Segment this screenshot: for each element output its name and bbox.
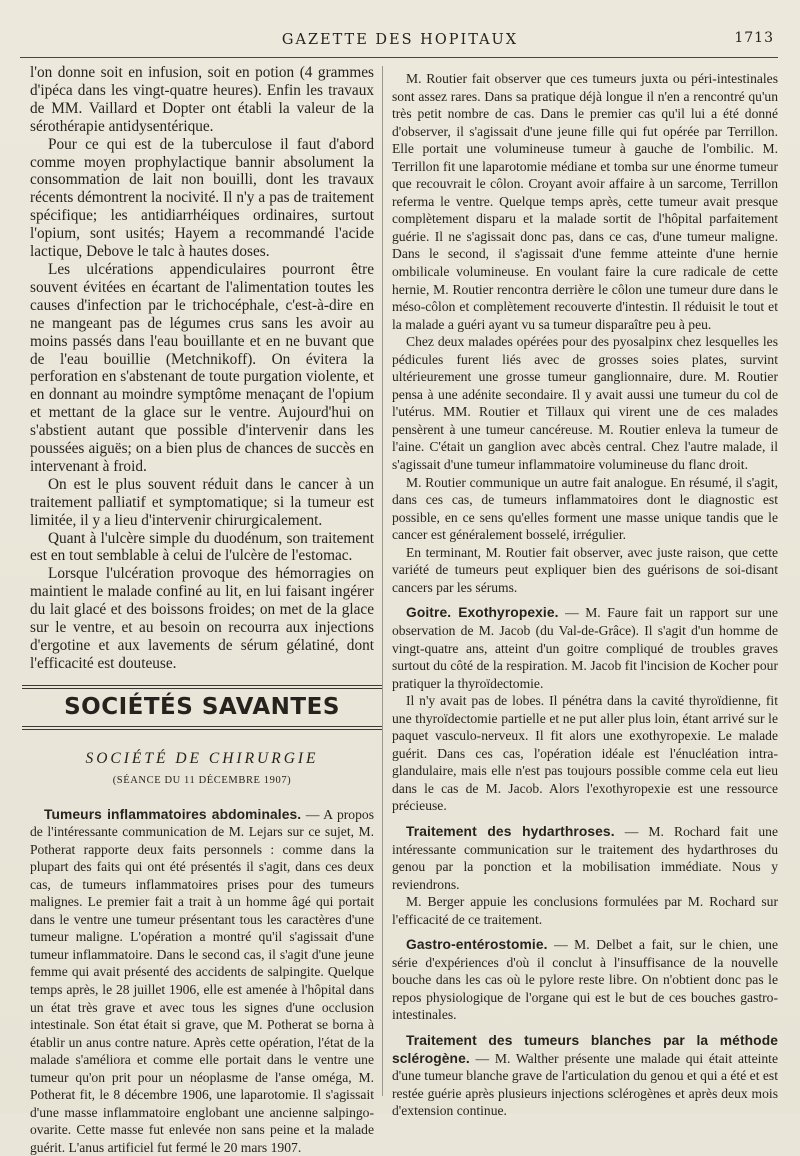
right-paragraph [392,936,778,1024]
paragraph-text: — M. Faure fait un rapport sur une observation de M. Jacob (du Val-de-Grâce). Il s'agit d'un homme de vingt-quatre ans, atteint d'un goitre compliqué de troubles graves surtout du côté de la respiration. M. Jacob fit l'incision de Kocher pour pratiquer la thyroïdectomie. [392,605,779,691]
page-number: 1713 [734,30,774,46]
right-paragraph [392,70,778,333]
right-paragraph [392,893,778,928]
left-paragraph: Lorsque l'ulcération provoque des hémorragies on maintient le malade confiné au lit, en lui faisant ingérer du lait glacé et des boissons froides; on met de la glace sur le ventre, et au besoin on recourra aux injections d'ergotine et aux lavements de sérum gélatiné, dont l'efficacité est douteuse. [30,565,374,672]
right-paragraph [392,604,778,692]
paragraph-text: M. Routier communique un autre fait analogue. En résumé, il s'agit, dans ces cas, de tumeurs inflammatoires dont le diagnostic est possible, en ce sens qu'elles forment une masse unique tandis que le cancer est généralement bosselé, irrégulier. [392,474,778,543]
left-paragraph: l'on donne soit en infusion, soit en potion (4 grammes d'ipéca dans les vingt-quatre heures). Enfin les travaux de MM. Vaillard et Dopter ont établi la valeur de la sérothérapie antidysentérique. [30,64,374,135]
section-top-rule [22,685,382,689]
publication-title: GAZETTE DES HOPITAUX [281,32,519,48]
paragraph-text: M. Routier fait observer que ces tumeurs juxta ou péri-intestinales sont assez rares. Dans sa pratique déjà longue il n'en a rencontré qu'un très petit nombre de cas. Dans le premier cas qu'il lui a été donné d'observer, il s'agissait d'une jeune fille qui fut opérée par Terrillon. Elle portait une volumineuse tumeur à gauche de l'ombilic. M. Terrillon fit une laparotomie médiane et tomba sur une énorme tumeur que recouvrait le côlon. Croyant avoir affaire à un sarcome, Terrillon referma le ventre. Quelque temps après, cette tumeur avait presque complètement disparu et la malade sortit de l'hôpital parfaitement guérie. Il ne s'agissait donc pas, dans ce cas, d'une tumeur maligne. Dans le second, il s'agissait d'une femme atteinte d'une hernie ombilicale volumineuse. En voulant faire la cure radicale de cette hernie, M. Routier rencontra derrière le côlon une tumeur dure dans le méso-côlon et complètement recouverte d'intestin. Il réduisit le tout et la malade a guéri ayant vu sa tumeur disparaître peu à peu. [392,71,778,332]
society-name: SOCIÉTÉ DE CHIRURGIE [85,749,319,767]
paragraph-text: — M. Delbet a fait, sur le chien, une série d'expériences d'où il conclut à l'insuffisance de la nouvelle bouche dans les cas où le pylore reste libre. On n'obtient donc pas le repos physiologique de l'organe qui est le but de ces bouches gastro-intestinales. [392,937,778,1023]
topic-heading: Traitement des tumeurs blanches par la méthode sclérogène. [392,1032,778,1066]
paragraph-text: — M. Walther présente une malade qui était atteinte d'une tumeur blanche grave de l'articulation du genou et qui a été et est restée guérie après plusieurs injections sclérogènes et après deux mois d'extension continue. [392,1050,778,1119]
section-title: SOCIÉTÉS SAVANTES [64,693,340,720]
right-paragraph [392,333,778,473]
paragraph-text: — A propos de l'intéressante communication de M. Lejars sur ce sujet, M. Potherat rapporte deux faits personnels : comme dans la plupart des faits qui ont été présentés il s'agit, dans ces deux cas, de tumeurs inflammatoires prises pour des tumeurs malignes. Le premier fait a trait à un homme âgé qui portait dans le ventre une tumeur présentant tous les caractères d'une tumeur maligne. L'opération a montré qu'il s'agissait d'une tumeur inflammatoire. Dans le second cas, il s'agit d'une jeune femme qui avait présenté des accidents de salpingite. Quelque temps après, le 28 juillet 1906, elle est amenée à l'hôpital dans un état très grave et avec tous les signes d'une occlusion intestinale. Son état était si grave, que M. Potherat se borna à établir un anus contre nature. Après cette opération, l'état de la malade s'améliora et comme elle portait dans le ventre une tumeur qu'on prit pour un néoplasme de l'anse oméga, M. Potherat fit, le 8 décembre 1906, une laparotomie. Il s'agissait d'une masse inflammatoire englobant une ancienne salpingo-ovarite. Cette masse fut enlevée non sans peine et la malade guérit. L'anus artificiel fut fermé le 20 mars 1907. [30,806,374,1155]
right-paragraph [392,544,778,597]
report-paragraph [30,806,374,1156]
paragraph-text: Il n'y avait pas de lobes. Il pénétra dans la cavité thyroïdienne, fit une thyroïdectomie partielle et ne put aller plus loin, étant arrivé sur le paquet vasculo-nerveux. Il fit alors une exothyropexie. Le malade guérit. Dans ces cas, l'opération idéale est l'énucléation intra-glandulaire, mais elle n'est pas toujours possible comme cela eut lieu dans le cas de M. Jacob. Alors l'exothyropexie est une ressource précieuse. [392,693,778,814]
left-column [30,64,374,1156]
topic-heading: Traitement des hydarthroses. [406,823,615,839]
running-header [0,30,800,52]
right-paragraph [392,474,778,544]
paragraph-text: Chez deux malades opérées pour des pyosalpinx chez lesquelles les pédicules furent liés avec de grosses soies plates, survint ultérieurement une grosse tumeur ganglionnaire, dure. M. Routier pensa à une adénite secondaire. Il y avait aussi une tumeur du col de l'utérus. MM. Routier et Tillaux qui virent une de ces malades pensèrent à une tumeur cancéreuse. M. Routier enleva la tumeur de l'aine. C'était un ganglion avec abcès central. Chez l'autre malade, il s'agissait d'une tumeur inflammatoire volumineuse du flanc droit. [392,334,778,473]
column-divider [382,66,383,1096]
topic-heading: Gastro-entérostomie. [406,937,548,953]
header-rule [20,57,778,58]
left-paragraph: Les ulcérations appendiculaires pourront être souvent évitées en écartant de l'alimentation toutes les causes d'infection par le trichocéphale, c'est-à-dire en ne mangeant pas de légumes crus sans les avoir au moins passés dans l'eau bouillante et en ne buvant que de l'eau bouillie (Metchnikoff). On évitera la perforation en s'abstenant de toute purgation violente, et en donnant au moindre symptôme menaçant de l'opium et mettant de la glace sur le ventre. Aujourd'hui on s'abstient autant que possible d'intervenir dans les poussées aiguës; on a bien plus de chances de succès en intervenant à froid. [30,260,374,475]
paragraph-text: — M. Rochard fait une intéressante communication sur le traitement des hydarthroses du genou par la ponction et la mobilisation immédiate. Nous y reviendrons. [392,823,778,892]
right-paragraph [392,692,778,815]
section-bottom-rule [22,729,382,730]
section-bottom-rule [22,726,382,727]
right-column [392,70,778,1120]
right-paragraph [392,1032,778,1120]
right-paragraph [392,823,778,893]
left-paragraph: Quant à l'ulcère simple du duodénum, son traitement est en tout semblable à celui de l'ulcère de l'estomac. [30,529,374,565]
paragraph-text: M. Berger appuie les conclusions formulées par M. Rochard sur l'efficacité de ce traitement. [392,894,778,927]
report-body [30,806,374,1156]
left-paragraph: Pour ce qui est de la tuberculose il faut d'abord comme moyen prophylactique bannir absolument la consommation de lait non bouilli, dont les travaux récents démontrent la nocivité. Il n'y a pas de traitement spécifique; les antidiarrhéiques ordinaires, surtout l'opium, sont usités; Hayem a recommandé l'acide lactique, Debove le talc à hautes doses. [30,135,374,261]
topic-heading: Goitre. Exothyropexie. [406,605,559,621]
section-header [30,685,374,730]
paragraph-text: En terminant, M. Routier fait observer, avec juste raison, que cette variété de tumeurs peut expliquer bien des guérisons de soi-disant cancers par les sérums. [392,544,778,595]
topic-heading: Tumeurs inflammatoires abdominales. [44,806,302,822]
left-paragraph: On est le plus souvent réduit dans le cancer à un traitement palliatif et symptomatique; si la tumeur est limitée, il y a lieu d'intervenir chirurgicalement. [30,475,374,529]
sitting-date: (SÉANCE DU 11 DÉCEMBRE 1907) [112,774,292,786]
